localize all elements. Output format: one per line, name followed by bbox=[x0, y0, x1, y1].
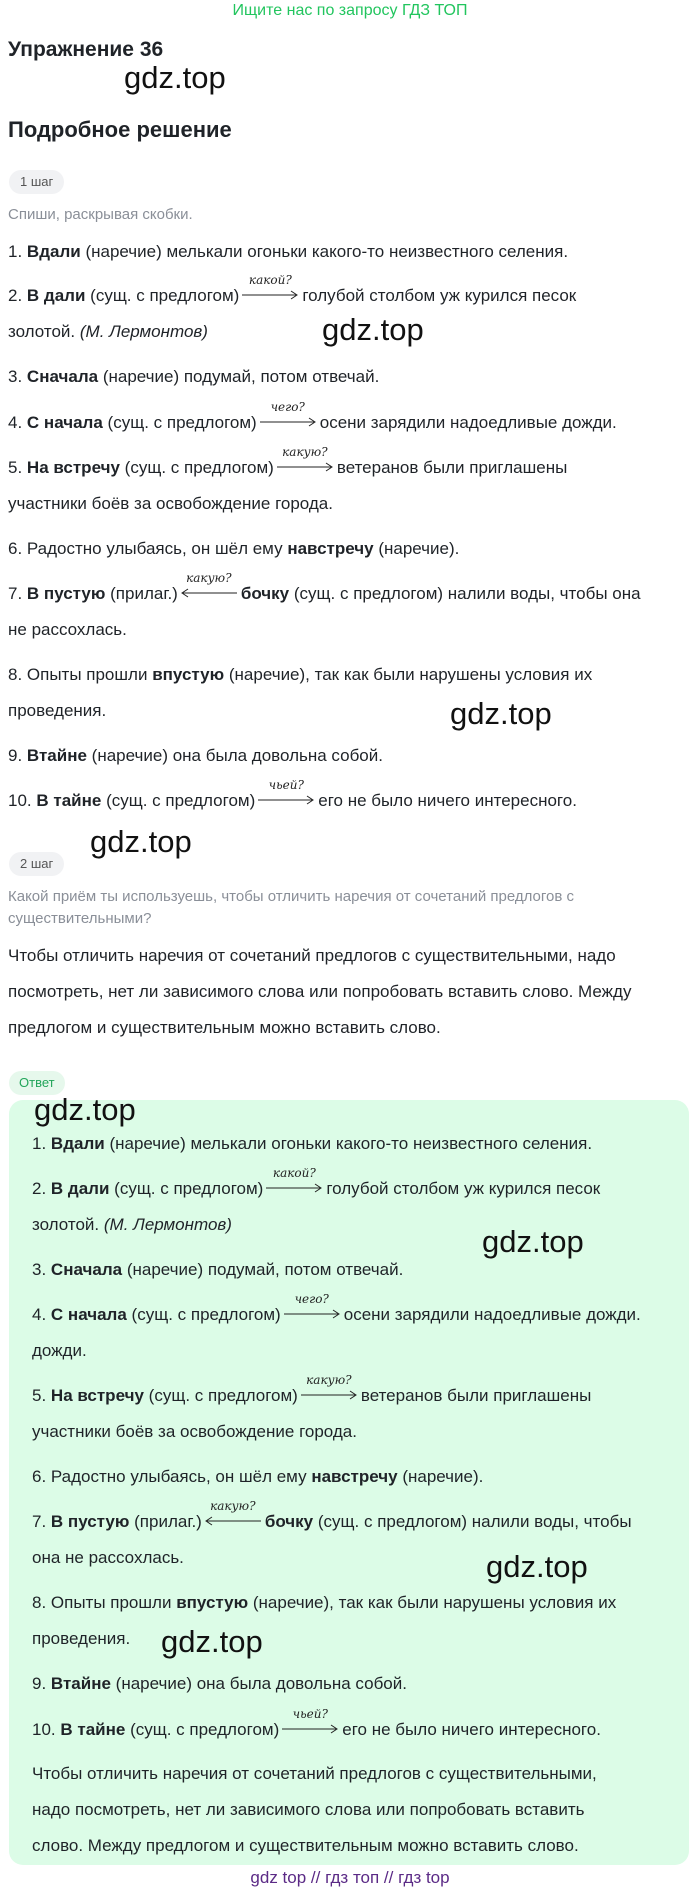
answer-conclusion-1: Чтобы отличить наречия от сочетаний предлогов с существительными, bbox=[32, 1764, 597, 1783]
step-1-badge: 1 шаг bbox=[9, 170, 64, 194]
step-2-badge: 2 шаг bbox=[9, 852, 64, 876]
sentence-6: 6. Радостно улыбаясь, он шёл ему навстречу (наречие). bbox=[8, 539, 460, 558]
sentence-2: 2. В дали (сущ. с предлогом) какой? голубой столбом уж курился песок bbox=[8, 273, 577, 305]
section-title: Подробное решение bbox=[8, 117, 232, 142]
answer-sentence-5: 5. На встречу (сущ. с предлогом) какую? ветеранов были приглашены bbox=[32, 1373, 592, 1405]
answer-sentence-5-cont: участники боёв за освобождение города. bbox=[32, 1422, 357, 1441]
answer-sentence-8-cont: проведения. bbox=[32, 1629, 131, 1648]
answer-sentence-2: 2. В дали (сущ. с предлогом) какой? голубой столбом уж курился песок bbox=[32, 1166, 601, 1198]
question-arrow: какой? bbox=[265, 1182, 323, 1194]
step-2-line-3: предлогом и существительным можно вставить слово. bbox=[8, 1018, 441, 1037]
answer-sentence-7: 7. В пустую (прилаг.) какую? бочку (сущ. с предлогом) налили воды, чтобы bbox=[32, 1499, 632, 1531]
sentence-1: 1. Вдали (наречие) мелькали огоньки какого-то неизвестного селения. bbox=[8, 242, 569, 261]
answer-conclusion-2: надо посмотреть, нет ли зависимого слова или попробовать вставить bbox=[32, 1800, 585, 1819]
sentence-8: 8. Опыты прошли впустую (наречие), так как были нарушены условия их bbox=[8, 665, 593, 684]
sentence-10: 10. В тайне (сущ. с предлогом) чьей? его не было ничего интересного. bbox=[8, 778, 577, 810]
sentence-8-cont: проведения. bbox=[8, 701, 107, 720]
watermark: gdz.top bbox=[486, 1549, 588, 1584]
question-arrow: чьей? bbox=[281, 1723, 339, 1735]
page-title: Упражнение 36 bbox=[8, 38, 164, 61]
step-2-task: Какой приём ты используешь, чтобы отличить наречия от сочетаний предлогов с существительными? bbox=[8, 888, 575, 927]
sentence-5-cont: участники боёв за освобождение города. bbox=[8, 494, 333, 513]
sentence-4: 4. С начала (сущ. с предлогом) чего? осени зарядили надоедливые дожди. bbox=[8, 400, 617, 432]
watermark: gdz.top bbox=[34, 1092, 136, 1127]
question-arrow-left: какую? bbox=[180, 587, 238, 599]
answer-sentence-2-cont: золотой. (М. Лермонтов) bbox=[32, 1215, 232, 1234]
question-arrow: чего? bbox=[283, 1308, 341, 1320]
answer-conclusion-3: слово. Между предлогом и существительным можно вставить слово. bbox=[32, 1836, 579, 1855]
watermark: gdz.top bbox=[124, 60, 226, 95]
footer-links[interactable]: gdz top // гдз топ // гдз top bbox=[250, 1868, 450, 1887]
sentence-7-cont: не рассохлась. bbox=[8, 620, 127, 639]
answer-sentence-1: 1. Вдали (наречие) мелькали огоньки какого-то неизвестного селения. bbox=[32, 1134, 593, 1153]
sentence-7: 7. В пустую (прилаг.) какую? бочку (сущ. с предлогом) налили воды, чтобы она bbox=[8, 571, 641, 603]
answer-sentence-8: 8. Опыты прошли впустую (наречие), так как были нарушены условия их bbox=[32, 1593, 617, 1612]
watermark: gdz.top bbox=[322, 312, 424, 347]
sentence-9: 9. Втайне (наречие) она была довольна собой. bbox=[8, 746, 383, 765]
sentence-3: 3. Сначала (наречие) подумай, потом отвечай. bbox=[8, 367, 380, 386]
answer-badge: Ответ bbox=[9, 1071, 65, 1095]
sentence-5: 5. На встречу (сущ. с предлогом) какую? ветеранов были приглашены bbox=[8, 445, 568, 477]
question-arrow: какую? bbox=[300, 1389, 358, 1401]
step-2-line-1: Чтобы отличить наречия от сочетаний предлогов с существительными, надо bbox=[8, 946, 616, 965]
top-banner: Ищите нас по запросу ГДЗ ТОП bbox=[232, 2, 468, 19]
watermark: gdz.top bbox=[482, 1224, 584, 1259]
step-1-task: Спиши, раскрывая скобки. bbox=[8, 206, 193, 223]
answer-sentence-3: 3. Сначала (наречие) подумай, потом отвечай. bbox=[32, 1260, 404, 1279]
answer-sentence-7-cont: она не рассохлась. bbox=[32, 1548, 184, 1567]
step-2-line-2: посмотреть, нет ли зависимого слова или попробовать вставить слово. Между bbox=[8, 982, 632, 1001]
watermark: gdz.top bbox=[161, 1624, 263, 1659]
question-arrow: чьей? bbox=[257, 794, 315, 806]
watermark: gdz.top bbox=[450, 696, 552, 731]
answer-sentence-10: 10. В тайне (сущ. с предлогом) чьей? его не было ничего интересного. bbox=[32, 1707, 601, 1739]
question-arrow-left: какую? bbox=[204, 1515, 262, 1527]
answer-sentence-9: 9. Втайне (наречие) она была довольна собой. bbox=[32, 1674, 407, 1693]
question-arrow: какую? bbox=[276, 461, 334, 473]
answer-sentence-6: 6. Радостно улыбаясь, он шёл ему навстречу (наречие). bbox=[32, 1467, 484, 1486]
watermark: gdz.top bbox=[90, 824, 192, 859]
question-arrow: чего? bbox=[259, 416, 317, 428]
question-arrow: какой? bbox=[241, 289, 299, 301]
answer-sentence-4: 4. С начала (сущ. с предлогом) чего? осени зарядили надоедливые дожди. bbox=[32, 1292, 641, 1324]
sentence-2-cont: золотой. (М. Лермонтов) bbox=[8, 322, 208, 341]
answer-sentence-4-cont: дожди. bbox=[32, 1341, 87, 1360]
